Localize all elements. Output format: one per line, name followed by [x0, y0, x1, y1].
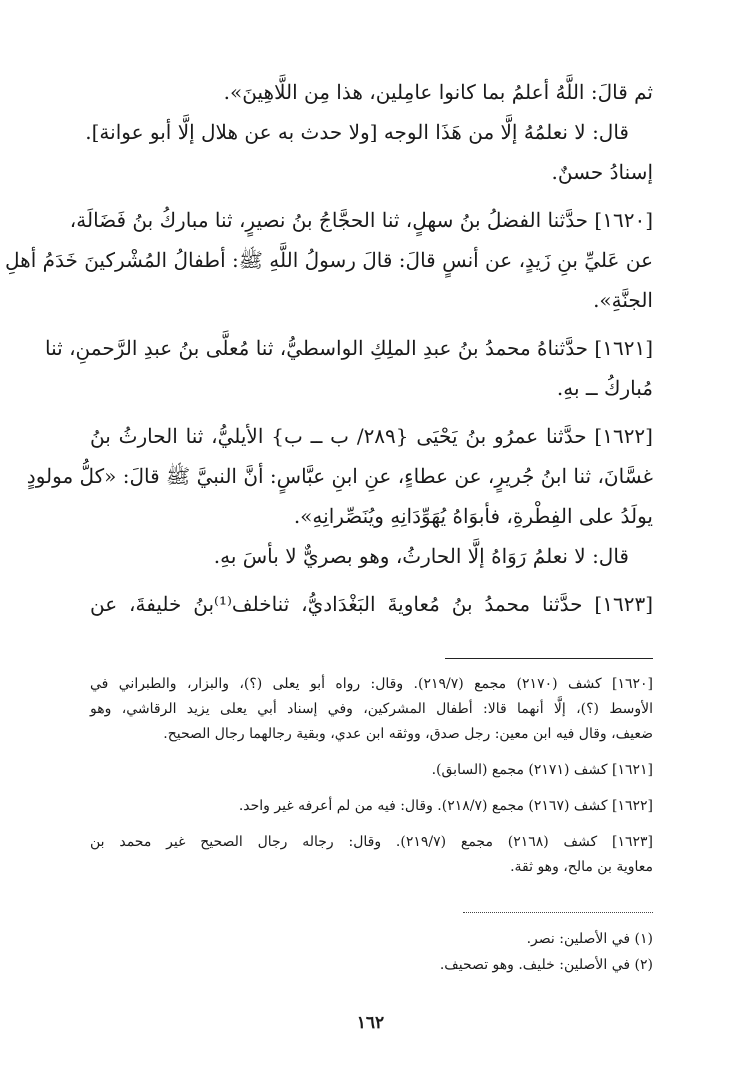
- text-line: ثم قالَ: اللَّهُ أعلمُ بما كانوا عامِلين، هذا مِن اللَّاهِينَ».: [223, 80, 653, 104]
- footnote-1: (١) في الأصلين: نصر.: [526, 931, 653, 947]
- text-line: يولَدُ على الفِطْرةِ، فأبوَاهُ يُهَوِّدَانِهِ ويُنَصِّرانِهِ».: [293, 504, 653, 528]
- hadith-1621-line: [١٦٢١] حدَّثناهُ محمدُ بنُ عبدِ الملِكِ الواسطيُّ، ثنا مُعلَّى بنُ عبدِ الرَّحمنِ، ثنا: [45, 336, 653, 360]
- note-line: [١٦٢٢] كشف (٢١٦٧) مجمع (٢١٨/٧). وقال: فيه من لم أعرفه غير واحد.: [238, 798, 653, 814]
- footnotes: [90, 926, 653, 978]
- hadith-1623-line: [١٦٢٣] حدَّثنا محمدُ بنُ مُعاويةَ البَغْدَاديُّ، ثناخلف⁽¹⁾بنُ خليفةَ، عن: [90, 592, 653, 616]
- text-line: غسَّانَ، ثنا ابنُ جُريرٍ، عن عطاءٍ، عنِ ابنِ عبَّاسٍ: أنَّ النبيَّ ﷺ قالَ: «كلُّ مولودٍ: [26, 464, 653, 488]
- hadith-1622-line: [١٦٢٢] حدَّثنا عمرُو بنُ يَحْيَى {٢٨٩/ ب ــ ب} الأيليُّ، ثنا الحارثُ بنُ: [90, 424, 653, 448]
- note-line: الأوسط (؟)، إلَّا أنهما قالا: أطفال المشركين، وفي إسناد أبي يعلى يزيد الرقاشي، وهو: [90, 701, 653, 717]
- hadith-1620-line: [١٦٢٠] حدَّثنا الفضلُ بنُ سهلٍ، ثنا الحجَّاجُ بنُ نصيرٍ، ثنا مباركُ بنُ فَضَالَة،: [69, 208, 653, 232]
- sources-notes: [90, 672, 653, 880]
- text-line: الجنَّةِ».: [593, 288, 653, 312]
- note-line: معاوية بن مالح، وهو ثقة.: [510, 859, 653, 875]
- notes-separator: [445, 658, 653, 659]
- page-number: ١٦٢: [356, 1013, 385, 1033]
- footnotes-separator: [463, 912, 653, 913]
- footnote-2: (٢) في الأصلين: خليف. وهو تصحيف.: [439, 957, 653, 973]
- text-line: مُباركُ ــ بهِ.: [556, 376, 653, 400]
- note-line: [١٦٢٣] كشف (٢١٦٨) مجمع (٢١٩/٧). وقال: رجاله رجال الصحيح غير محمد بن: [90, 834, 654, 850]
- note-line: [١٦٢١] كشف (٢١٧١) مجمع (السابق).: [431, 762, 653, 778]
- text-line: قال: لا نعلمُهُ إلَّا من هَذَا الوجه [ولا حدث به عن هلال إلَّا أبو عوانة].: [85, 120, 629, 144]
- main-text: [5, 72, 653, 624]
- note-line: ضعيف، وقال فيه ابن معين: رجل صدق، ووثقه ابن عدي، وبقية رجالهما رجال الصحيح.: [163, 726, 653, 742]
- text-line: عن عَليِّ بنِ زَيدٍ، عن أنسٍ قالَ: قالَ رسولُ اللَّهِ ﷺ: أطفالُ المُشْركينَ خَدَمُ أهلِ: [5, 248, 653, 272]
- text-line: قال: لا نعلمُ رَوَاهُ إلَّا الحارثُ، وهو بصريٌّ لا بأسَ بهِ.: [213, 544, 629, 568]
- note-line: [١٦٢٠] كشف (٢١٧٠) مجمع (٢١٩/٧). وقال: رواه أبو يعلى (؟)، والبزار، والطبراني في: [90, 676, 654, 692]
- text-line: إسنادُ حسنٌ.: [551, 160, 653, 184]
